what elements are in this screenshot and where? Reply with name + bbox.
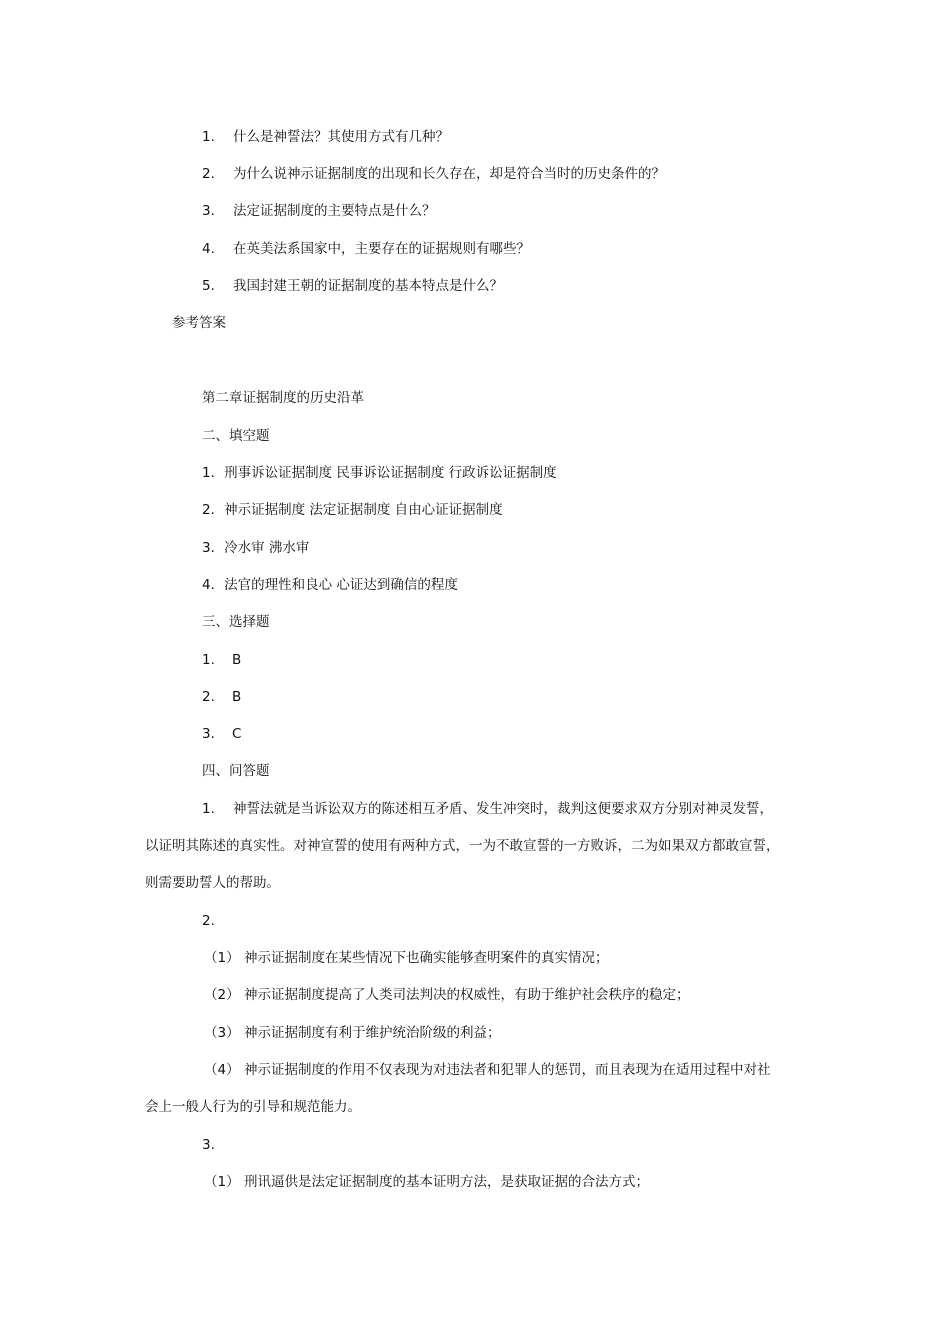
point-number: （2） [204,987,240,1003]
choice-number: 3. [202,726,215,742]
qa-answer-2-number: 2. [202,913,215,929]
point-number: （4） [204,1062,240,1078]
question-number: 5. [202,278,215,294]
question-text: 法定证据制度的主要特点是什么？ [233,203,436,219]
qa-answer-2-point-4 [204,1061,771,1079]
qa-answer-1-line-3: 则需要助誓人的帮助。 [145,875,280,891]
qa-number: 1. [202,801,215,817]
choice-answer: B [232,689,242,705]
choice-answer: C [232,726,242,742]
qa-answer-2-continuation: 会上一般人行为的引导和规范能力。 [145,1099,361,1115]
answers-heading: 参考答案 [172,315,226,331]
qa-answer-3-point-1 [204,1173,649,1191]
qa-answer-1-line-1 [202,800,773,818]
qa-text: 神誓法就是当诉讼双方的陈述相互矛盾、发生冲突时，裁判这便要求双方分别对神灵发誓， [233,801,773,817]
question-text: 我国封建王朝的证据制度的基本特点是什么？ [233,278,503,294]
qa-answer-2-point-2 [204,986,690,1004]
point-text: 神示证据制度的作用不仅表现为对违法者和犯罪人的惩罚，而且表现为在适用过程中对社 [244,1062,771,1078]
point-text: 神示证据制度提高了人类司法判决的权威性，有助于维护社会秩序的稳定； [244,987,690,1003]
qa-heading: 四、问答题 [202,763,270,779]
question-text: 什么是神誓法？其使用方式有几种？ [233,129,449,145]
question-4 [202,240,530,258]
choice-item-1 [202,651,241,669]
qa-answer-3-number: 3. [202,1137,215,1153]
choice-answer: B [232,652,242,668]
choice-item-3 [202,725,241,743]
choice-heading: 三、选择题 [202,614,270,630]
question-text: 为什么说神示证据制度的出现和长久存在，却是符合当时的历史条件的？ [233,166,665,182]
fill-blank-heading: 二、填空题 [202,428,270,444]
point-number: （3） [204,1025,240,1041]
fill-blank-item-1: 1．刑事诉讼证据制度 民事诉讼证据制度 行政诉讼证据制度 [202,465,557,481]
fill-blank-item-2: 2．神示证据制度 法定证据制度 自由心证证据制度 [202,502,503,518]
choice-number: 1. [202,652,215,668]
question-3 [202,202,436,220]
point-number: （1） [204,950,240,966]
question-number: 3. [202,203,215,219]
qa-answer-1-line-2: 以证明其陈述的真实性。对神宣誓的使用有两种方式，一为不敢宣誓的一方败诉，二为如果双方都敢宣誓， [145,838,780,854]
qa-answer-2-point-1 [204,949,609,967]
question-1 [202,128,449,146]
choice-number: 2. [202,689,215,705]
point-number: （1） [204,1174,240,1190]
qa-answer-2-point-3 [204,1024,501,1042]
point-text: 刑讯逼供是法定证据制度的基本证明方法，是获取证据的合法方式； [244,1174,649,1190]
question-5 [202,277,503,295]
fill-blank-item-4: 4．法官的理性和良心 心证达到确信的程度 [202,577,458,593]
question-text: 在英美法系国家中，主要存在的证据规则有哪些？ [233,241,530,257]
question-number: 2. [202,166,215,182]
chapter-title: 第二章证据制度的历史沿革 [202,390,364,406]
point-text: 神示证据制度有利于维护统治阶级的利益； [244,1025,501,1041]
point-text: 神示证据制度在某些情况下也确实能够查明案件的真实情况； [244,950,609,966]
choice-item-2 [202,688,241,706]
fill-blank-item-3: 3．冷水审 沸水审 [202,540,310,556]
question-number: 1. [202,129,215,145]
question-number: 4. [202,241,215,257]
question-2 [202,165,665,183]
